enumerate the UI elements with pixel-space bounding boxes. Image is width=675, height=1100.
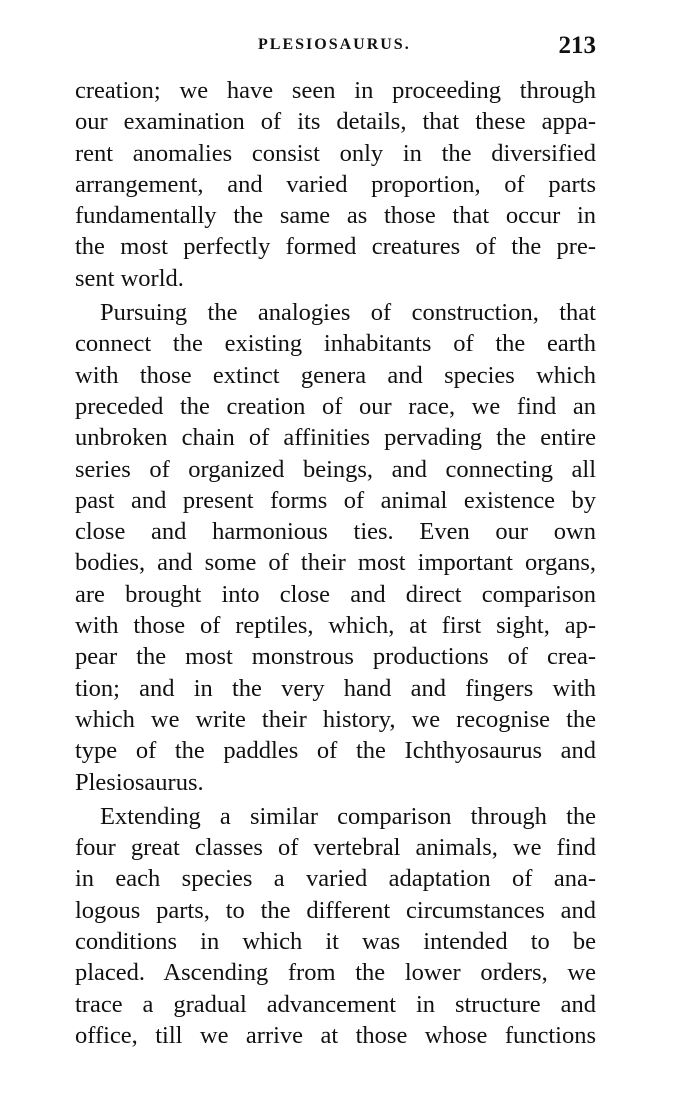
- text-line: conditions in which it was intended to be: [75, 928, 596, 956]
- text-line: placed. Ascending from the lower orders, we: [75, 959, 596, 987]
- text-line: with those of reptiles, which, at first sight, ap-: [75, 612, 596, 640]
- text-line: close and harmonious ties. Even our own: [75, 518, 596, 546]
- text-line: arrangement, and varied proportion, of parts: [75, 170, 596, 198]
- text-line: preceded the creation of our race, we find an: [75, 392, 596, 420]
- text-line: the most perfectly formed creatures of the pre-: [75, 233, 596, 261]
- text-line: which we write their history, we recognise the: [75, 705, 596, 733]
- text-line: tion; and in the very hand and fingers with: [75, 674, 596, 702]
- text-line: our examination of its details, that these appa-: [75, 108, 596, 136]
- text-line: rent anomalies consist only in the diversified: [75, 139, 596, 167]
- text-line: series of organized beings, and connecting all: [75, 455, 596, 483]
- text-line: unbroken chain of affinities pervading the entire: [75, 424, 596, 452]
- text-line: in each species a varied adaptation of ana-: [75, 865, 596, 893]
- text-line: logous parts, to the different circumstances and: [75, 896, 596, 924]
- running-header: [76, 32, 596, 62]
- text-line: four great classes of vertebral animals, we find: [75, 834, 596, 862]
- text-line: office, till we arrive at those whose functions: [75, 1021, 596, 1049]
- body-text: [75, 75, 596, 1051]
- text-line: pear the most monstrous productions of crea-: [75, 643, 596, 671]
- text-line: bodies, and some of their most important organs,: [75, 549, 596, 577]
- text-line: are brought into close and direct comparison: [75, 580, 596, 608]
- text-line: Extending a similar comparison through the: [100, 802, 596, 830]
- text-line: fundamentally the same as those that occur in: [75, 202, 596, 230]
- text-line: Pursuing the analogies of construction, that: [100, 299, 596, 327]
- text-line: Plesiosaurus.: [75, 768, 204, 796]
- text-line: with those extinct genera and species which: [75, 361, 596, 389]
- running-title: PLESIOSAURUS.: [258, 36, 411, 53]
- text-line: sent world.: [75, 264, 184, 292]
- text-line: creation; we have seen in proceeding through: [75, 77, 596, 104]
- text-line: trace a gradual advancement in structure and: [75, 990, 596, 1018]
- text-line: connect the existing inhabitants of the earth: [75, 330, 596, 358]
- text-line: past and present forms of animal existence by: [75, 486, 596, 514]
- page-number: 213: [558, 32, 596, 59]
- text-line: type of the paddles of the Ichthyosaurus and: [75, 737, 596, 765]
